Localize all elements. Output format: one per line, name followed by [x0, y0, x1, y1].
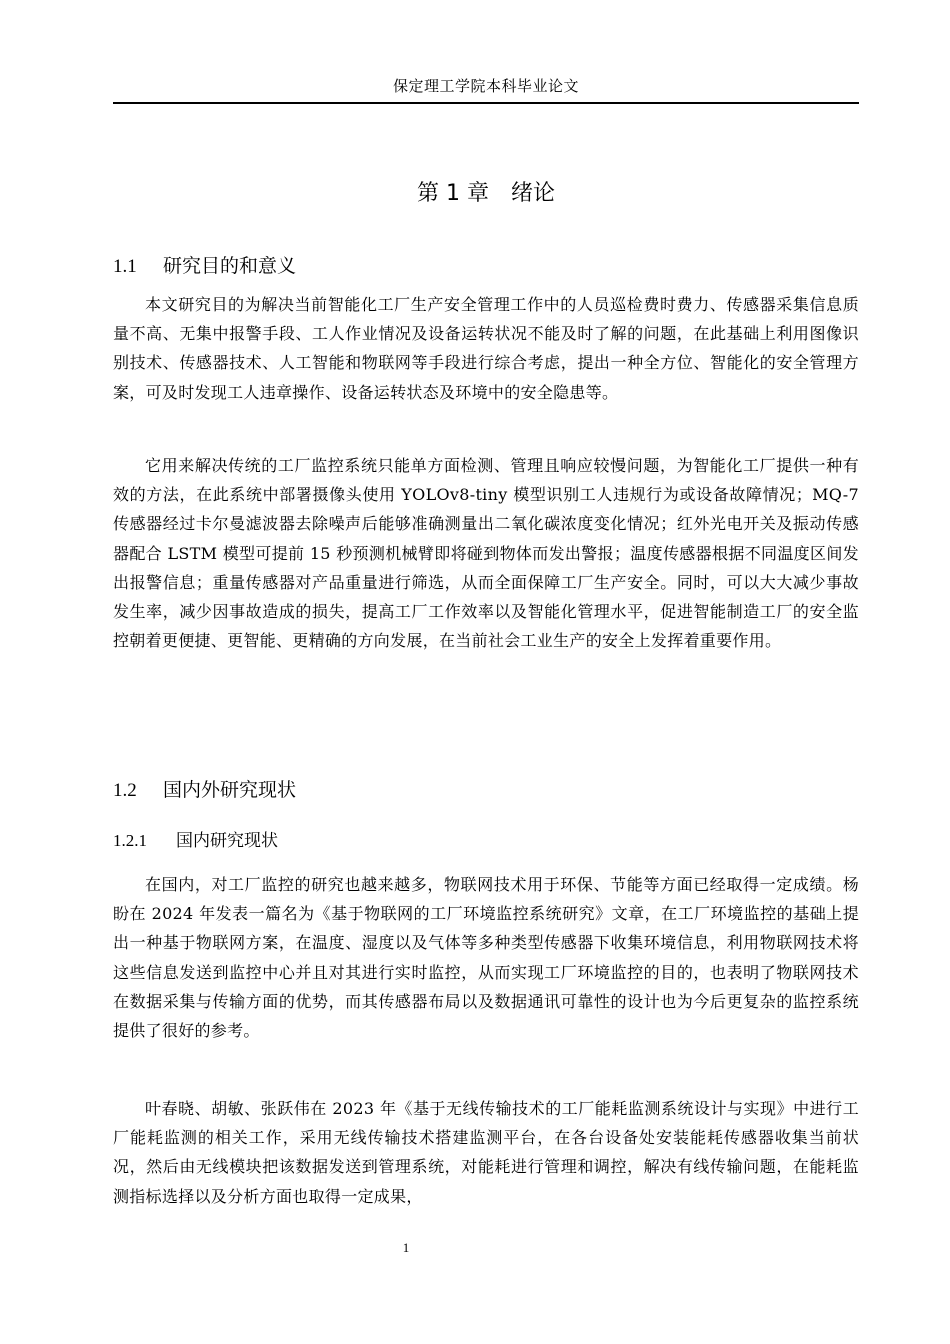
subsection-title: 国内研究现状 [176, 831, 278, 851]
section-title: 研究目的和意义 [163, 255, 297, 277]
paragraph: 它用来解决传统的工厂监控系统只能单方面检测、管理且响应较慢问题，为智能化工厂提供一种有效的方法，在此系统中部署摄像头使用 YOLOv8-tiny 模型识别工人违规行为或设备故障情况；MQ-7 传感器经过卡尔曼滤波器去除噪声后能够准确测量出二氧化碳浓度变化情况；红外光电开关及振动传感器配合 LSTM 模型可提前 15 秒预测机械臂即将碰到物体而发出警报；温度传感器根据不同温度区间发出报警信息；重量传感器对产品重量进行筛选，从而全面保障工厂生产安全。同时，可以大大减少事故发生率，减少因事故造成的损失，提高工厂工作效率以及智能化管理水平，促进智能制造工厂的安全监控朝着更便捷、更智能、更精确的方向发展，在当前社会工业生产的安全上发挥着重要作用。 [113, 456, 859, 651]
subsection-number: 1.2.1 [113, 831, 147, 850]
paragraph: 在国内，对工厂监控的研究也越来越多，物联网技术用于环保、节能等方面已经取得一定成绩。杨盼在 2024 年发表一篇名为《基于物联网的工厂环境监控系统研究》文章，在工厂环境监控的基础上提出一种基于物联网方案，在温度、湿度以及气体等多种类型传感器下收集环境信息，利用物联网技术将这些信息发送到监控中心并且对其进行实时监控，从而实现工厂环境监控的目的，也表明了物联网技术在数据采集与传输方面的优势，而其传感器布局以及数据通讯可靠性的设计也为今后更复杂的监控系统提供了很好的参考。 [113, 875, 859, 1041]
paragraph: 本文研究目的为解决当前智能化工厂生产安全管理工作中的人员巡检费时费力、传感器采集信息质量不高、无集中报警手段、工人作业情况及设备运转状况不能及时了解的问题，在此基础上利用图像识别技术、传感器技术、人工智能和物联网等手段进行综合考虑，提出一种全方位、智能化的安全管理方案，可及时发现工人违章操作、设备运转状态及环境中的安全隐患等。 [113, 295, 859, 402]
chapter-number: 第 1 章 [416, 181, 489, 206]
chapter-title [113, 176, 859, 212]
subsection-heading-1-2-1 [113, 826, 278, 856]
chapter-name: 绪论 [510, 181, 555, 206]
section-number: 1.1 [113, 256, 137, 277]
section-heading-1-1 [113, 250, 296, 283]
paragraph: 叶春晓、胡敏、张跃伟在 2023 年《基于无线传输技术的工厂能耗监测系统设计与实现》中进行工厂能耗监测的相关工作，采用无线传输技术搭建监测平台，在各台设备处安装能耗传感器收集当前状况，然后由无线模块把该数据发送到管理系统，对能耗进行管理和调控，解决有线传输问题，在能耗监测指标选择以及分析方面也取得一定成果， [113, 1099, 859, 1206]
header-title: 保定理工学院本科毕业论文 [392, 77, 579, 95]
section-heading-1-2 [113, 774, 296, 807]
page-number: 1 [402, 1240, 410, 1255]
page-header [113, 70, 859, 104]
section-title: 国内外研究现状 [163, 779, 297, 801]
section-number: 1.2 [113, 780, 137, 801]
